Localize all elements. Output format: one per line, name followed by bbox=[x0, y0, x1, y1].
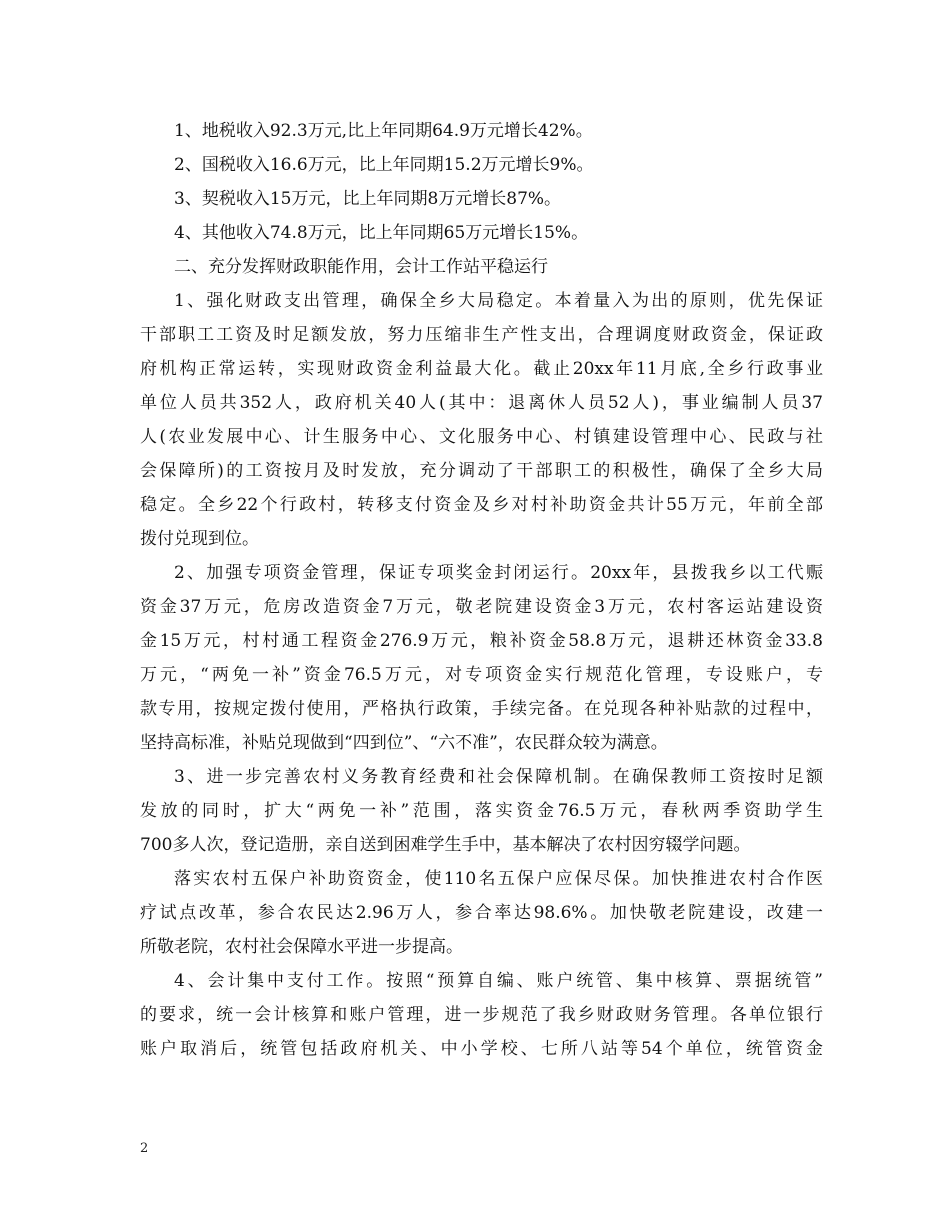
text-line: 坚持高标准，补贴兑现做到“四到位”、“六不准”，农民群众较为满意。 bbox=[140, 733, 668, 753]
text-line: 所敬老院，农村社会保障水平进一步提高。 bbox=[140, 937, 463, 957]
text-line: 1、地税收入92.3万元,比上年同期64.9万元增长42%。 bbox=[174, 121, 593, 141]
text-line: 金15万元，村村通工程资金276.9万元，粮补资金58.8万元，退耕还林资金33.8 bbox=[140, 631, 823, 651]
text-line: 4、其他收入74.8万元，比上年同期65万元增长15%。 bbox=[174, 223, 589, 243]
text-line: 2、加强专项资金管理，保证专项奖金封闭运行。20xx年，县拨我乡以工代赈 bbox=[174, 563, 823, 583]
text-line: 二、充分发挥财政职能作用，会计工作站平稳运行 bbox=[174, 257, 548, 277]
text-line: 2、国税收入16.6万元，比上年同期15.2万元增长9%。 bbox=[174, 155, 594, 175]
text-line: 700多人次，登记造册，亲自送到困难学生手中，基本解决了农村因穷辍学问题。 bbox=[140, 835, 751, 855]
text-line: 3、进一步完善农村义务教育经费和社会保障机制。在确保教师工资按时足额 bbox=[174, 767, 823, 787]
text-line: 4、会计集中支付工作。按照“预算自编、账户统管、集中核算、票据统管” bbox=[174, 971, 823, 991]
text-line: 发放的同时，扩大“两免一补”范围，落实资金76.5万元，春秋两季资助学生 bbox=[140, 801, 823, 821]
text-line: 款专用，按规定拨付使用，严格执行政策，手续完备。在兑现各种补贴款的过程中， bbox=[140, 699, 823, 719]
page-number: 2 bbox=[140, 1141, 149, 1156]
text-line: 1、强化财政支出管理，确保全乡大局稳定。本着量入为出的原则，优先保证 bbox=[174, 291, 823, 311]
document-body bbox=[140, 114, 823, 1066]
text-line: 账户取消后，统管包括政府机关、中小学校、七所八站等54个单位，统管资金 bbox=[140, 1039, 823, 1059]
text-line: 人(农业发展中心、计生服务中心、文化服务中心、村镇建设管理中心、民政与社 bbox=[140, 427, 823, 447]
text-line: 3、契税收入15万元，比上年同期8万元增长87%。 bbox=[174, 189, 562, 209]
text-line: 干部职工工资及时足额发放，努力压缩非生产性支出，合理调度财政资金，保证政 bbox=[140, 325, 823, 345]
text-line: 府机构正常运转，实现财政资金利益最大化。截止20xx年11月底,全乡行政事业 bbox=[140, 359, 823, 379]
text-line: 万元，“两免一补”资金76.5万元，对专项资金实行规范化管理，专设账户，专 bbox=[140, 665, 823, 685]
text-line: 的要求，统一会计核算和账户管理，进一步规范了我乡财政财务管理。各单位银行 bbox=[140, 1005, 823, 1025]
text-line: 资金37万元，危房改造资金7万元，敬老院建设资金3万元，农村客运站建设资 bbox=[140, 597, 823, 617]
text-line: 稳定。全乡22个行政村，转移支付资金及乡对村补助资金共计55万元，年前全部 bbox=[140, 495, 823, 515]
text-line: 拨付兑现到位。 bbox=[140, 529, 259, 549]
text-line: 会保障所)的工资按月及时发放，充分调动了干部职工的积极性，确保了全乡大局 bbox=[140, 461, 823, 481]
text-line: 单位人员共352人，政府机关40人(其中：退离休人员52人)，事业编制人员37 bbox=[140, 393, 823, 413]
text-line: 落实农村五保户补助资资金，使110名五保户应保尽保。加快推进农村合作医 bbox=[174, 869, 823, 889]
text-line: 疗试点改革，参合农民达2.96万人，参合率达98.6%。加快敬老院建设，改建一 bbox=[140, 903, 823, 923]
